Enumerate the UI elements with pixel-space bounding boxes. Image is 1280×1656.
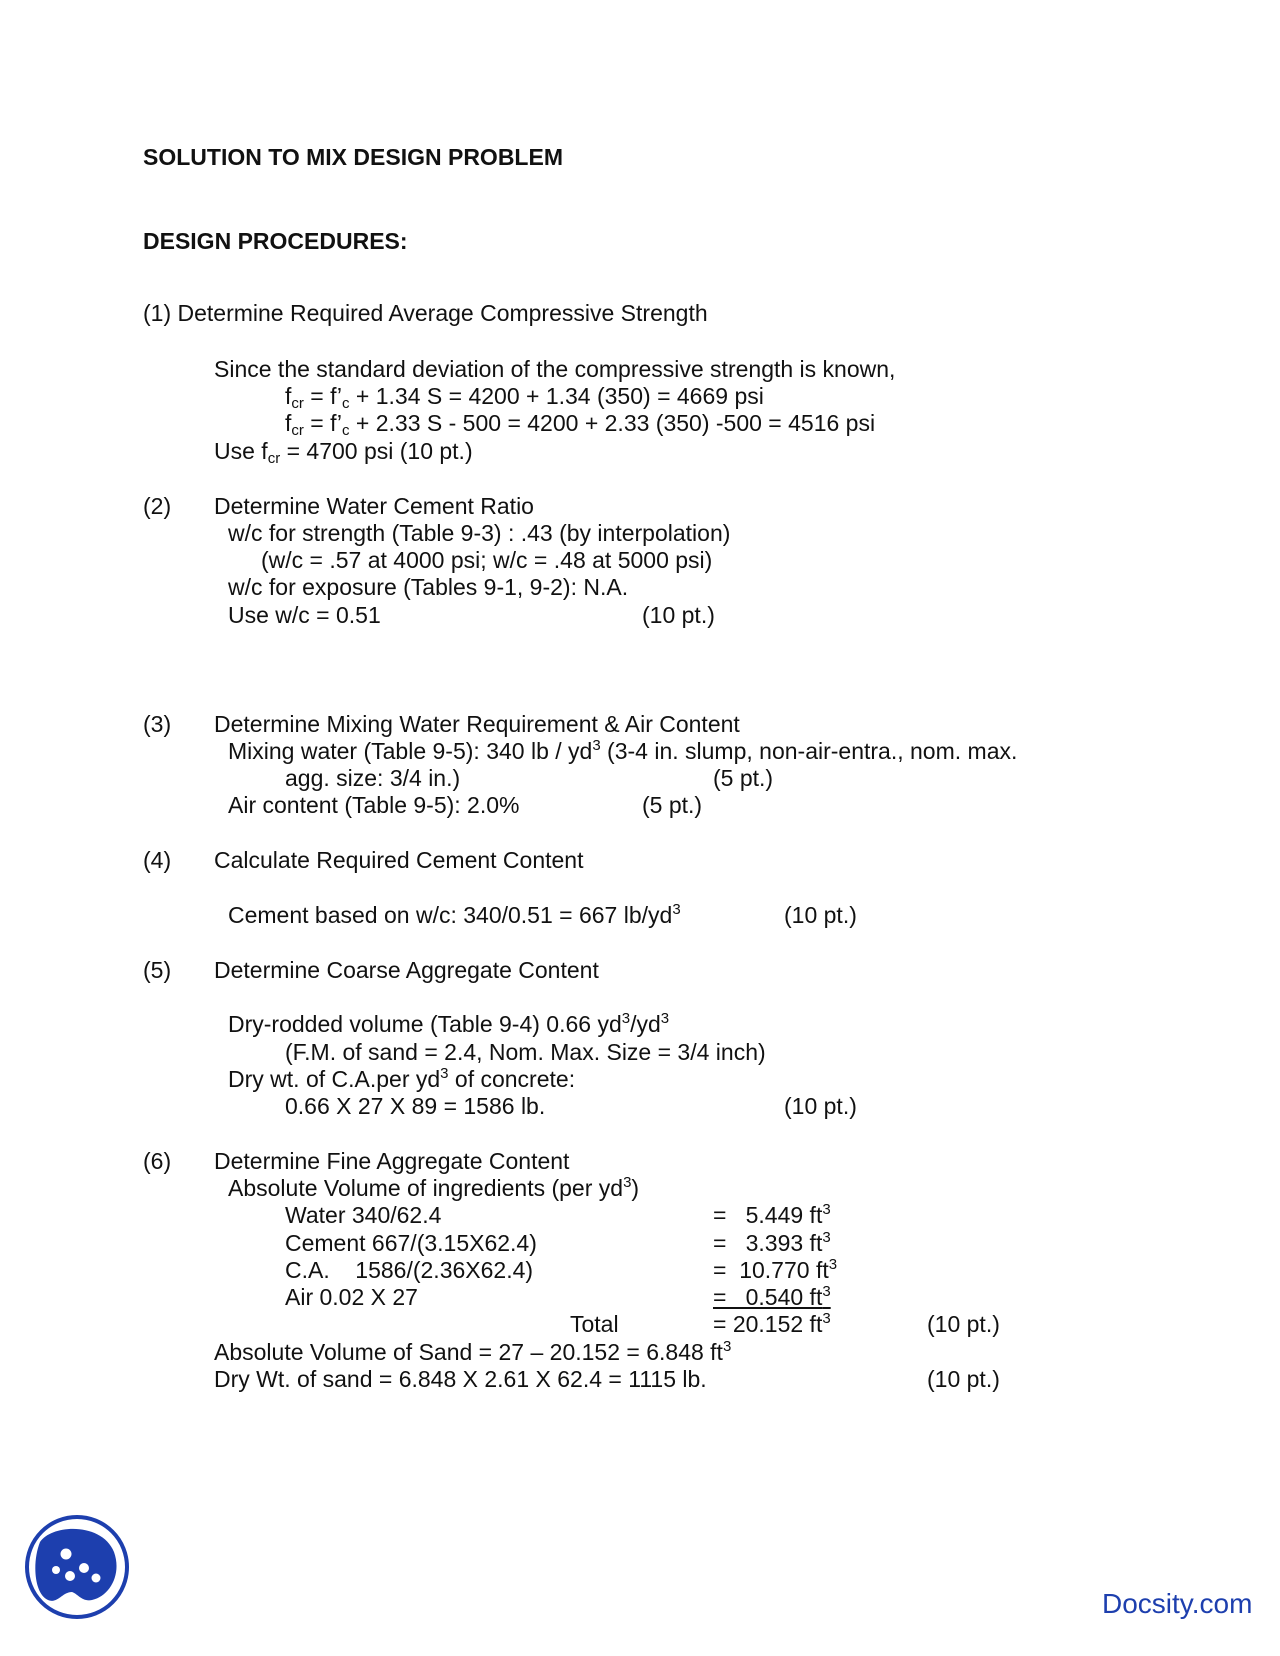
- s6-abs-volume: Absolute Volume of ingredients (per $yd^3$): [228, 1174, 640, 1201]
- s5-line-3: Dry wt. of C.A.per $yd^3$ of concrete:: [228, 1065, 576, 1092]
- s5-number: (5): [143, 957, 172, 983]
- s6-row-value: = 0.540 $ft^3$: [713, 1283, 831, 1310]
- s4-heading: Calculate Required Cement Content: [214, 847, 584, 873]
- s6-row-label: Air 0.02 X 27: [285, 1284, 418, 1310]
- s3-line-2-points: (5 pt.): [713, 765, 774, 791]
- s1-use: Use $f_{cr} = 4700$ psi (10 pt.): [214, 438, 473, 467]
- s6-heading: Determine Fine Aggregate Content: [214, 1148, 570, 1174]
- s1-equation-2: $f_{cr}$ = $f’_c + 2.33$ S - 500 = 4200 + 2.33 (350) -500 = 4516 psi: [285, 410, 876, 439]
- s2-line-4: Use w/c = 0.51: [228, 602, 381, 628]
- s6-sand-volume: Absolute Volume of Sand = 27 – 20.152 = 6.848 $ft^3$: [214, 1338, 732, 1365]
- s5-heading: Determine Coarse Aggregate Content: [214, 957, 599, 983]
- s6-total-points: (10 pt.): [927, 1311, 1000, 1337]
- s6-row-value: = 5.449 $ft^3$: [713, 1201, 831, 1228]
- s3-line-3-points: (5 pt.): [642, 792, 703, 818]
- s6-total-value: = 20.152 $ft^3$: [713, 1310, 831, 1337]
- s3-heading: Determine Mixing Water Requirement & Air Content: [214, 711, 740, 737]
- s6-row-label: C.A. 1586/(2.36X62.4): [285, 1257, 534, 1283]
- s2-points: (10 pt.): [642, 602, 715, 628]
- s1-intro: Since the standard deviation of the compressive strength is known,: [214, 356, 896, 382]
- s2-number: (2): [143, 493, 172, 519]
- s2-line-3: w/c for exposure (Tables 9-1, 9-2): N.A.: [228, 574, 629, 600]
- s6-dry-weight: Dry Wt. of sand = 6.848 X 2.61 X 62.4 = 1115 lb.: [214, 1366, 707, 1392]
- s6-number: (6): [143, 1148, 172, 1174]
- s3-line-1: Mixing water (Table 9-5): 340 lb / $yd^3$ (3-4 in. slump, non-air-entra., nom. max.: [228, 737, 1018, 764]
- s4-number: (4): [143, 847, 172, 873]
- s3-number: (3): [143, 711, 172, 737]
- section-subtitle: DESIGN PROCEDURES:: [143, 228, 408, 254]
- s2-heading: Determine Water Cement Ratio: [214, 493, 534, 519]
- s3-line-2: agg. size: 3/4 in.): [285, 765, 461, 791]
- s4-line-1: Cement based on w/c: 340/0.51 = 667 $lb/yd^3$: [228, 901, 681, 928]
- s6-row-value: = 10.770 $ft^3$: [713, 1256, 838, 1283]
- docsity-brand-link[interactable]: Docsity.com: [1102, 1588, 1253, 1619]
- s5-line-2: (F.M. of sand = 2.4, Nom. Max. Size = 3/4 inch): [285, 1039, 766, 1065]
- s2-line-1: w/c for strength (Table 9-3) : .43 (by interpolation): [228, 520, 731, 546]
- s5-line-4: 0.66 X 27 X 89 = 1586 lb.: [285, 1093, 546, 1119]
- s2-line-2: (w/c = .57 at 4000 psi; w/c = .48 at 5000 psi): [261, 547, 713, 573]
- s6-row-label: Cement 667/(3.15X62.4): [285, 1230, 537, 1256]
- s6-row-label: Water 340/62.4: [285, 1202, 442, 1228]
- s1-heading: (1) Determine Required Average Compressive Strength: [143, 300, 708, 326]
- s4-points: (10 pt.): [784, 902, 857, 928]
- s6-dry-points: (10 pt.): [927, 1366, 1000, 1392]
- s5-points: (10 pt.): [784, 1093, 857, 1119]
- s1-equation-1: $f_{cr}$ = $f’_c + 1.34$ S = 4200 + 1.34 (350) = 4669 psi: [285, 383, 764, 412]
- document-title: SOLUTION TO MIX DESIGN PROBLEM: [143, 144, 563, 170]
- s6-row-value: = 3.393 $ft^3$: [713, 1229, 831, 1256]
- s6-total-label: Total: [570, 1311, 619, 1337]
- s5-line-1: Dry-rodded volume (Table 9-4) 0.66 $yd^3/yd^3$: [228, 1010, 670, 1037]
- s3-line-3: Air content (Table 9-5): 2.0%: [228, 792, 520, 818]
- docsity-logo-icon: [22, 1512, 132, 1622]
